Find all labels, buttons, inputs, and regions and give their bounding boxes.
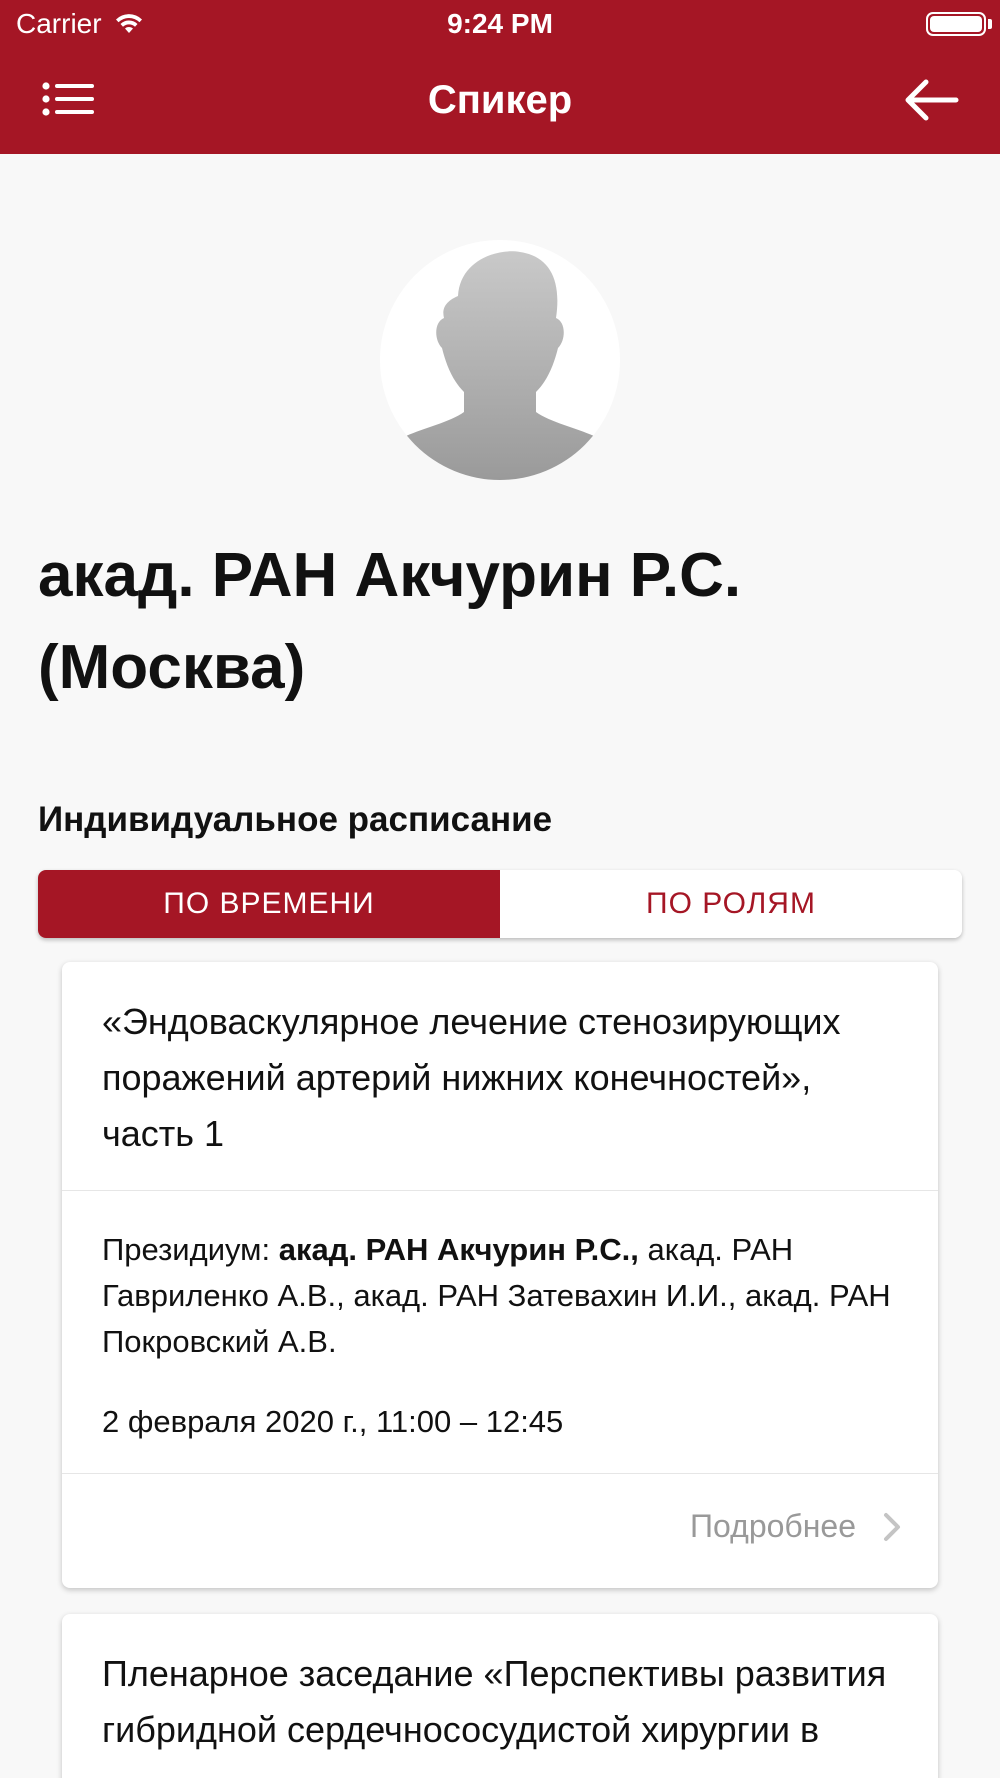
- schedule-segmented-control: [38, 870, 962, 938]
- card-footer: [62, 1473, 938, 1588]
- role-prefix: Президиум:: [102, 1232, 279, 1267]
- tab-by-roles[interactable]: ПО РОЛЯМ: [500, 870, 962, 938]
- person-placeholder-icon: [380, 240, 620, 480]
- tab-by-time[interactable]: ПО ВРЕМЕНИ: [38, 870, 500, 938]
- avatar: [380, 240, 620, 480]
- session-details: [62, 1191, 938, 1475]
- session-title: «Эндоваскулярное лечение стенозирующих поражений артерий нижних конечностей», часть 1: [102, 1001, 841, 1154]
- more-details-label: Подробнее: [690, 1508, 856, 1544]
- top-bar: [0, 0, 1000, 154]
- page-title: Спикер: [427, 78, 573, 122]
- battery-icon: [926, 12, 986, 36]
- more-details-link[interactable]: [690, 1508, 902, 1545]
- speaker-highlight: акад. РАН Акчурин Р.С.,: [278, 1232, 639, 1267]
- session-card[interactable]: [62, 1614, 938, 1778]
- other-participants: акад. РАН Гавриленко А.В., акад. РАН Затевахин И.И., акад. РАН Покровский А.В.: [102, 1232, 891, 1359]
- chevron-right-icon: [882, 1511, 902, 1543]
- session-date: 2 февраля 2020 г., 11:00 – 12:45: [102, 1404, 564, 1439]
- speaker-name: [38, 530, 938, 714]
- session-roles: [102, 1227, 898, 1365]
- status-time: 9:24 PM: [447, 8, 553, 39]
- session-title: Пленарное заседание «Перспективы развития гибридной сердечнососудистой хирургии в: [102, 1653, 887, 1750]
- arrow-left-icon: [902, 78, 960, 122]
- schedule-title: Индивидуальное расписание: [38, 800, 553, 839]
- session-card[interactable]: [62, 962, 938, 1588]
- back-button[interactable]: [902, 78, 960, 126]
- speaker-name-line1: акад. РАН Акчурин Р.С.: [38, 541, 742, 610]
- carrier-label: Carrier: [16, 8, 102, 39]
- speaker-name-line2: (Москва): [38, 633, 306, 702]
- battery-cap: [988, 19, 992, 29]
